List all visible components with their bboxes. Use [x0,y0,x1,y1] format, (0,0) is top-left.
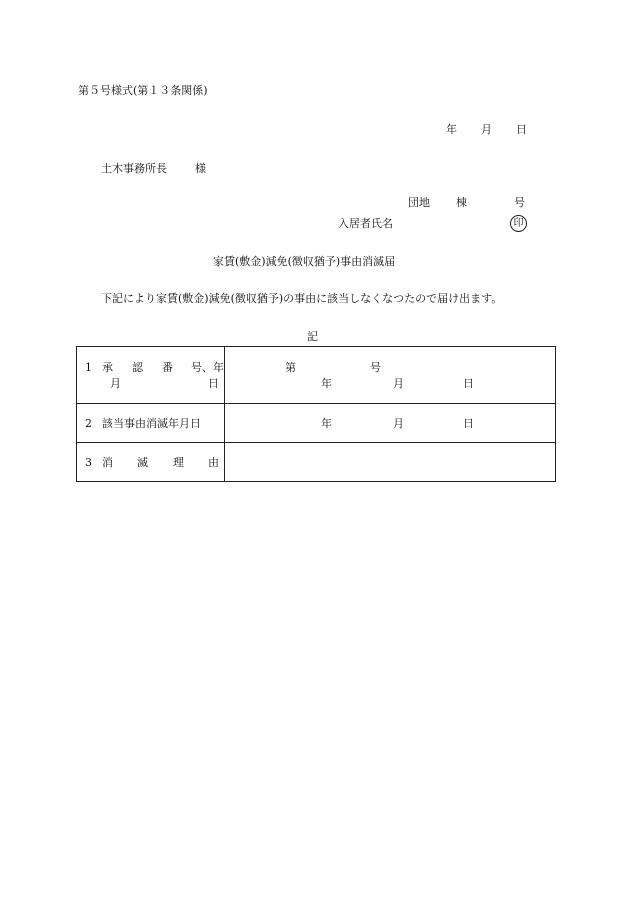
value-day: 日 [463,417,474,430]
label-text: 該当事由消滅年月日 [102,417,201,430]
table-row [77,443,556,482]
addressee-honorific: 様 [195,162,206,175]
row-number: 2 [85,417,92,430]
value-go: 号 [370,361,381,374]
resident-name-label: 入居者氏名 [338,217,393,230]
row-number: 1 [85,361,92,374]
document-title: 家賃(敷金)減免(徴収猶予)事由消滅届 [213,255,396,268]
label-char: 理 [173,456,184,469]
label-line2-right: 日 [208,377,219,390]
value-day: 日 [463,377,474,390]
label-char: 由 [208,456,219,469]
label-char: 号、年 [191,361,224,374]
table-row [77,404,556,443]
label-char: 消 [102,456,113,469]
label-char: 番 [162,361,173,374]
seal-mark: 印 [510,215,527,232]
addressee-title: 土木事務所長 [101,162,167,175]
estate-label: 団地 [408,196,430,209]
ki-heading: 記 [307,330,318,343]
label-line2-left: 月 [110,377,121,390]
number-label: 号 [514,196,525,209]
row-value-extinction-reason [225,443,556,482]
value-month: 月 [393,377,404,390]
body-text: 下記により家賃(敷金)減免(徴収猶予)の事由に該当しなくなつたので届け出ます。 [101,292,503,305]
building-label: 棟 [456,196,467,209]
row-value-approval-number [225,347,556,404]
date-month-label: 月 [481,123,492,136]
row-label-extinction-date [77,404,225,443]
label-char: 承 [102,361,113,374]
row-label-extinction-reason [77,443,225,482]
date-year-label: 年 [446,123,457,136]
details-table [76,346,556,482]
row-number: 3 [85,456,92,469]
label-char: 認 [132,361,143,374]
form-number: 第５号様式(第１３条関係) [78,84,208,97]
row-value-extinction-date [225,404,556,443]
value-year: 年 [321,417,332,430]
value-month: 月 [393,417,404,430]
value-dai: 第 [285,361,296,374]
date-day-label: 日 [516,123,527,136]
label-char: 滅 [137,456,148,469]
table-row [77,347,556,404]
row-label-approval-number [77,347,225,404]
value-year: 年 [321,377,332,390]
